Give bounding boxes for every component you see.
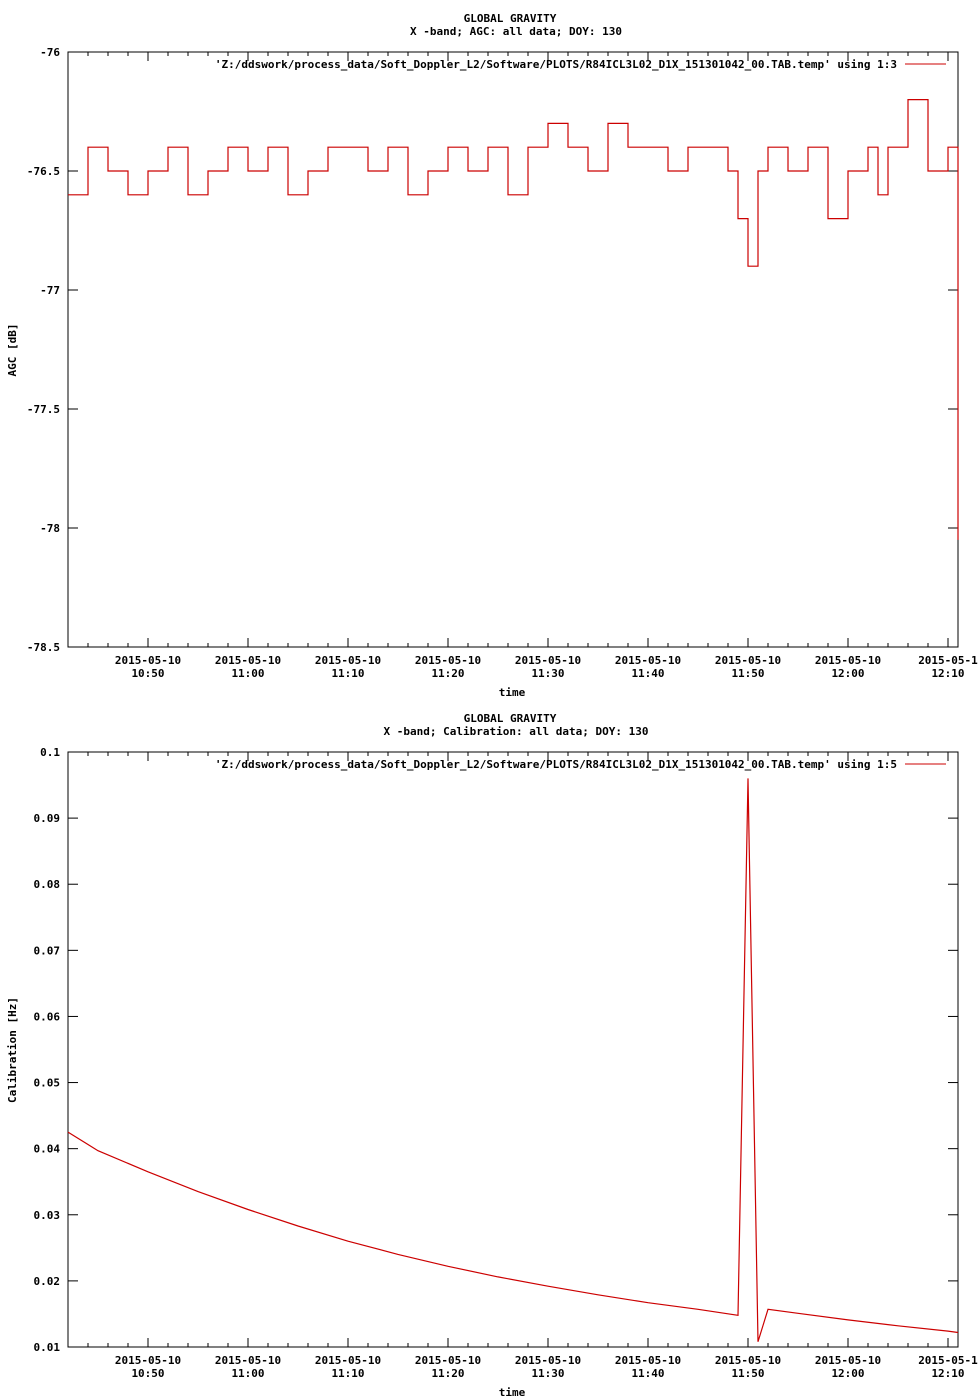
x-tick-time-label: 10:50	[131, 667, 165, 680]
x-tick-date-label: 2015-05-10	[114, 1354, 182, 1367]
y-tick-label: 0.09	[33, 812, 60, 826]
y-tick-label: 0.1	[40, 746, 60, 759]
x-tick-date-label: 2015-05-10	[714, 1354, 782, 1367]
chart-title: GLOBAL GRAVITY	[463, 712, 557, 725]
legend-label: 'Z:/ddswork/process_data/Soft_Doppler_L2/Software/PLOTS/R84ICL3L02_D1X_151301042_00.TAB.temp' using 1:3	[214, 58, 897, 71]
y-axis-label: AGC [dB]	[6, 323, 19, 377]
x-tick-time-label: 11:10	[331, 667, 365, 680]
y-tick-label: -76.5	[26, 165, 60, 178]
x-tick-date-label: 2015-05-10	[414, 1354, 482, 1367]
y-tick-label: 0.04	[33, 1142, 60, 1156]
y-tick-label: -78.5	[26, 641, 60, 654]
plot-frame	[68, 752, 958, 1347]
y-tick-label: 0.07	[33, 944, 60, 958]
y-tick-label: 0.01	[33, 1341, 60, 1354]
y-tick-label: -77	[40, 284, 60, 297]
x-tick-date-label: 2015-05-10	[214, 1354, 282, 1367]
x-tick-time-label: 12:10	[931, 667, 965, 680]
x-tick-date-label: 2015-05-10	[314, 1354, 382, 1367]
x-tick-time-label: 11:00	[231, 1367, 265, 1380]
x-tick-time-label: 11:40	[631, 1367, 665, 1380]
x-tick-time-label: 11:30	[531, 1367, 565, 1380]
y-tick-label: -77.5	[26, 403, 60, 416]
x-tick-time-label: 12:00	[831, 667, 865, 680]
x-tick-time-label: 11:40	[631, 667, 665, 680]
x-axis-label: time	[498, 686, 526, 699]
x-tick-date-label: 2015-05-10	[814, 1354, 882, 1367]
x-tick-time-label: 12:00	[831, 1367, 865, 1380]
chart-title: GLOBAL GRAVITY	[463, 12, 557, 25]
chart-subtitle: X -band; Calibration: all data; DOY: 130	[383, 725, 649, 738]
x-tick-date-label: 2015-05-1	[918, 654, 978, 667]
y-tick-label: -76	[40, 46, 60, 59]
x-tick-date-label: 2015-05-10	[314, 654, 382, 667]
x-tick-time-label: 11:00	[231, 667, 265, 680]
x-tick-date-label: 2015-05-10	[214, 654, 282, 667]
series-line	[68, 100, 958, 540]
y-tick-label: 0.02	[33, 1274, 60, 1288]
y-axis-label: Calibration [Hz]	[6, 997, 19, 1103]
x-tick-time-label: 10:50	[131, 1367, 165, 1380]
y-tick-label: 0.08	[33, 878, 60, 892]
x-tick-time-label: 11:20	[431, 667, 465, 680]
x-tick-time-label: 11:20	[431, 1367, 465, 1380]
x-tick-date-label: 2015-05-10	[814, 654, 882, 667]
x-tick-date-label: 2015-05-10	[514, 654, 582, 667]
x-tick-date-label: 2015-05-1	[918, 1354, 978, 1367]
plot-frame	[68, 52, 958, 647]
chart-subtitle: X -band; AGC: all data; DOY: 130	[410, 25, 622, 38]
y-tick-label: 0.06	[33, 1010, 60, 1024]
x-tick-date-label: 2015-05-10	[414, 654, 482, 667]
y-tick-label: 0.03	[33, 1208, 60, 1222]
legend-label: 'Z:/ddswork/process_data/Soft_Doppler_L2/Software/PLOTS/R84ICL3L02_D1X_151301042_00.TAB.temp' using 1:5	[214, 758, 897, 771]
x-tick-time-label: 11:30	[531, 667, 565, 680]
x-tick-date-label: 2015-05-10	[614, 1354, 682, 1367]
x-tick-time-label: 12:10	[931, 1367, 965, 1380]
y-tick-label: -78	[40, 522, 60, 535]
y-tick-label: 0.05	[33, 1076, 60, 1090]
x-tick-date-label: 2015-05-10	[714, 654, 782, 667]
x-tick-time-label: 11:10	[331, 1367, 365, 1380]
x-tick-time-label: 11:50	[731, 1367, 765, 1380]
x-tick-date-label: 2015-05-10	[514, 1354, 582, 1367]
series-line	[68, 778, 958, 1341]
x-tick-date-label: 2015-05-10	[114, 654, 182, 667]
x-tick-date-label: 2015-05-10	[614, 654, 682, 667]
x-axis-label: time	[498, 1386, 526, 1399]
x-tick-time-label: 11:50	[731, 667, 765, 680]
